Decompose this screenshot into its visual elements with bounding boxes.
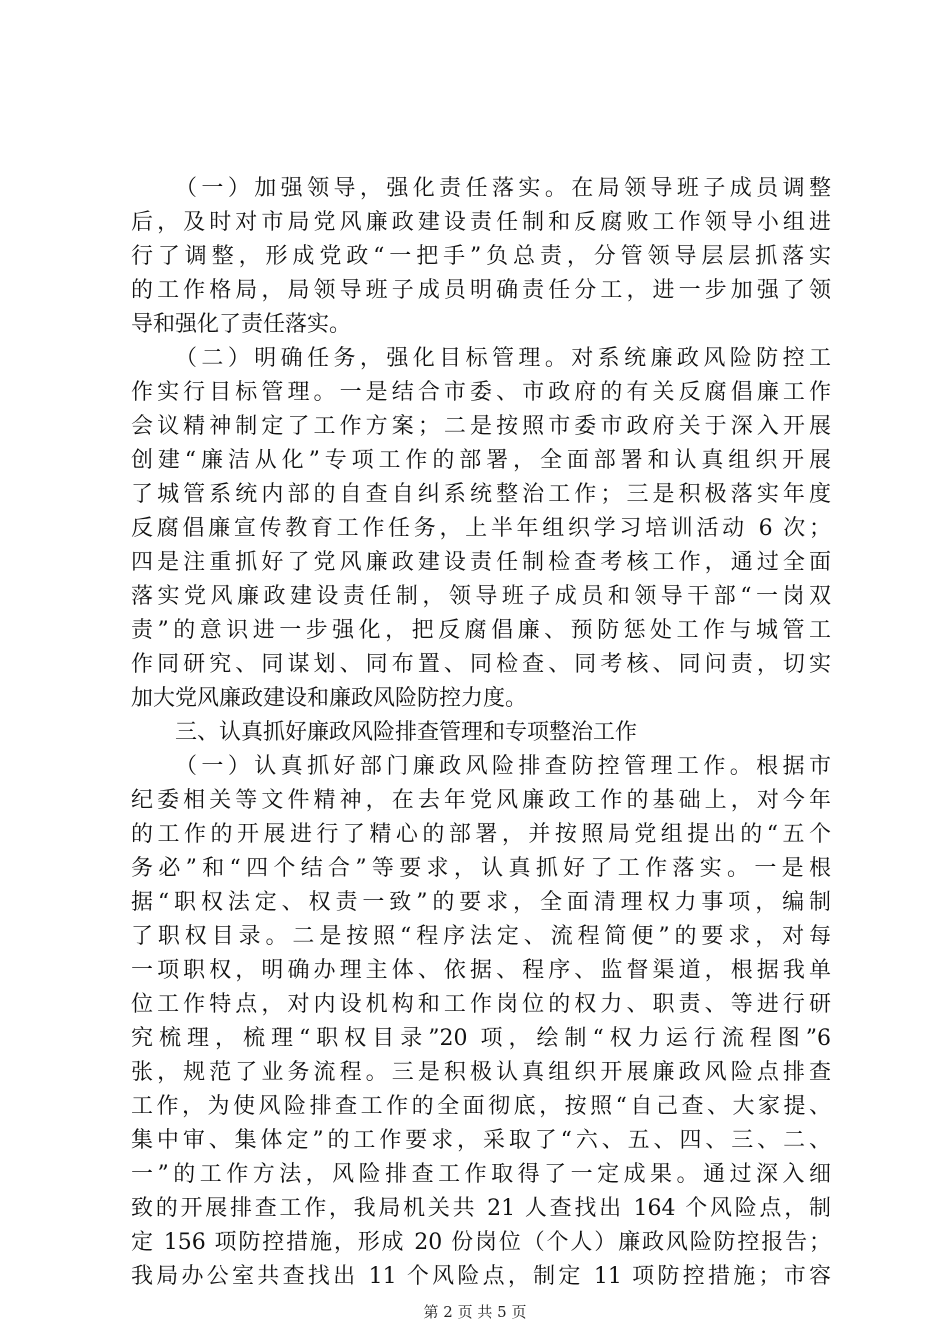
body-paragraph (131, 342, 831, 716)
text-line: 了职权目录。二是按照“程序法定、流程简便”的要求，对每 (131, 924, 831, 949)
text-line: 定 156 项防控措施，形成 20 份岗位（个人）廉政风险防控报告； (131, 1230, 831, 1255)
text-line: 后，及时对市局党风廉政建设责任制和反腐败工作领导小组进 (131, 210, 831, 235)
page-footer: 第 2 页 共 5 页 (423, 1303, 527, 1321)
text-line: 创建“廉洁从化”专项工作的部署，全面部署和认真组织开展 (131, 448, 831, 473)
text-line: 一项职权，明确办理主体、依据、程序、监督渠道，根据我单 (131, 958, 831, 983)
body-paragraph (131, 750, 831, 1294)
text-line: 责”的意识进一步强化，把反腐倡廉、预防惩处工作与城管工 (131, 618, 831, 643)
text-line: 三、认真抓好廉政风险排查管理和专项整治工作 (175, 720, 638, 745)
text-line: 会议精神制定了工作方案；二是按照市委市政府关于深入开展 (131, 414, 831, 439)
text-line: 了城管系统内部的自查自纠系统整治工作；三是积极落实年度 (131, 482, 831, 507)
text-line: （二）明确任务，强化目标管理。对系统廉政风险防控工 (175, 346, 831, 371)
text-line: 落实党风廉政建设责任制，领导班子成员和领导干部“一岗双 (131, 584, 831, 609)
text-line: 致的开展排查工作，我局机关共 21 人查找出 164 个风险点，制 (131, 1196, 831, 1221)
text-line: 工作，为使风险排查工作的全面彻底，按照“自己查、大家提、 (131, 1094, 831, 1119)
text-line: 行了调整，形成党政“一把手”负总责，分管领导层层抓落实 (131, 244, 831, 269)
text-line: 四是注重抓好了党风廉政建设责任制检查考核工作，通过全面 (131, 550, 831, 575)
text-line: 集中审、集体定”的工作要求，采取了“六、五、四、三、二、 (131, 1128, 831, 1153)
text-line: 究梳理，梳理“职权目录”20 项，绘制“权力运行流程图”6 (131, 1026, 831, 1051)
text-line: 的工作格局，局领导班子成员明确责任分工，进一步加强了领 (131, 278, 831, 303)
text-line: 作同研究、同谋划、同布置、同检查、同考核、同问责，切实 (131, 652, 831, 677)
text-line: 一”的工作方法，风险排查工作取得了一定成果。通过深入细 (131, 1162, 831, 1187)
document-body (131, 172, 831, 1294)
section-heading (131, 716, 831, 750)
text-line: 导和强化了责任落实。 (131, 312, 352, 337)
text-line: 位工作特点，对内设机构和工作岗位的权力、职责、等进行研 (131, 992, 831, 1017)
text-line: 张，规范了业务流程。三是积极认真组织开展廉政风险点排查 (131, 1060, 831, 1085)
text-line: 作实行目标管理。一是结合市委、市政府的有关反腐倡廉工作 (131, 380, 831, 405)
text-line: （一）认真抓好部门廉政风险排查防控管理工作。根据市 (175, 754, 831, 779)
text-line: 加大党风廉政建设和廉政风险防控力度。 (131, 686, 528, 711)
body-paragraph (131, 172, 831, 342)
text-line: 纪委相关等文件精神，在去年党风廉政工作的基础上，对今年 (131, 788, 831, 813)
text-line: 我局办公室共查找出 11 个风险点，制定 11 项防控措施；市容 (131, 1264, 831, 1289)
text-line: （一）加强领导，强化责任落实。在局领导班子成员调整 (175, 176, 831, 201)
text-line: 的工作的开展进行了精心的部署，并按照局党组提出的“五个 (131, 822, 831, 847)
text-line: 反腐倡廉宣传教育工作任务，上半年组织学习培训活动 6 次； (131, 516, 831, 541)
text-line: 务必”和“四个结合”等要求，认真抓好了工作落实。一是根 (131, 856, 831, 881)
text-line: 据“职权法定、权责一致”的要求，全面清理权力事项，编制 (131, 890, 831, 915)
